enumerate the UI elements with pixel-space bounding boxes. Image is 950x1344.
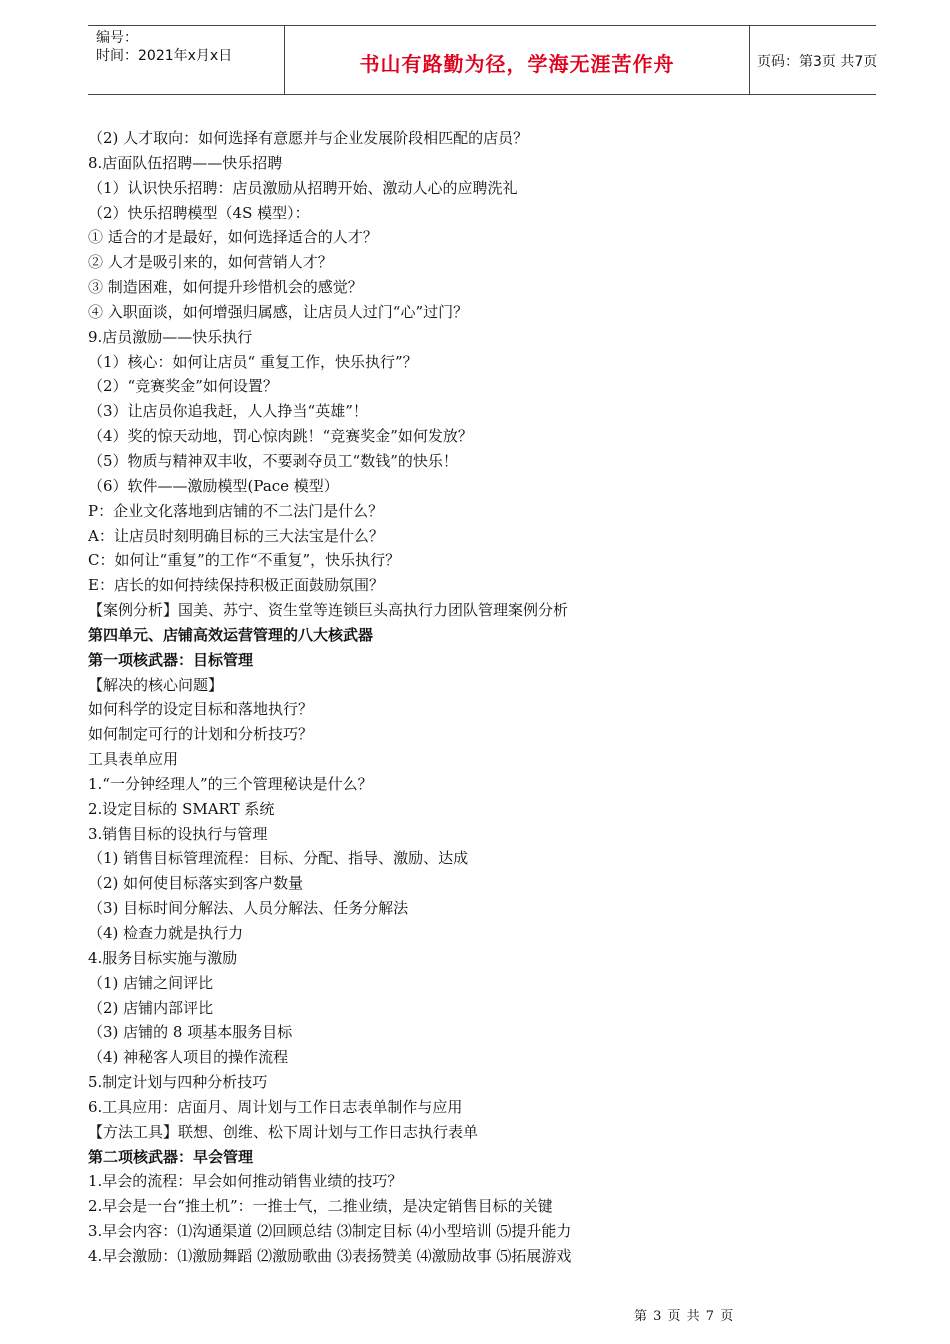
- text-line: 9.店员激励——快乐执行: [88, 327, 253, 346]
- text-line: （2) 人才取向：如何选择有意愿并与企业发展阶段相匹配的店员？: [88, 129, 529, 147]
- header-motto-cell: [284, 26, 750, 94]
- header-right-cell: [749, 26, 876, 94]
- text-line: （1) 销售目标管理流程：目标、分配、指导、激励、达成: [88, 849, 469, 868]
- section-heading: 第二项核武器：早会管理: [88, 1147, 254, 1166]
- text-line: （1）认识快乐招聘：店员激励从招聘开始、激动人心的应聘洗礼: [88, 178, 518, 197]
- text-line: 【方法工具】联想、创维、松下周计划与工作日志执行表单: [88, 1122, 479, 1141]
- text-line: （3）让店员你追我赶，人人挣当“英雄”！: [88, 402, 368, 421]
- page-header: [88, 25, 876, 95]
- page-info: 页码：第3页 共7页: [757, 54, 878, 70]
- text-line: 工具表单应用: [88, 750, 179, 769]
- page-footer: 第 3 页 共 7 页: [634, 1309, 735, 1324]
- text-line: C：如何让“重复”的工作“不重复”，快乐执行？: [88, 551, 401, 570]
- text-line: （3) 目标时间分解法、人员分解法、任务分解法: [88, 899, 409, 918]
- text-line: ④ 入职面谈，如何增强归属感，让店员人过门“心”过门？: [88, 302, 469, 321]
- text-line: （5）物质与精神双丰收，不要剥夺员工“数钱”的快乐！: [88, 451, 458, 470]
- text-line: 5.制定计划与四种分析技巧: [88, 1073, 268, 1092]
- text-line: （1）核心：如何让店员“ 重复工作，快乐执行”？: [88, 352, 418, 371]
- text-line: （2) 如何使目标落实到客户数量: [88, 874, 304, 893]
- text-line: 8.店面队伍招聘——快乐招聘: [88, 153, 283, 172]
- text-line: （4) 神秘客人项目的操作流程: [88, 1048, 289, 1067]
- text-line: （4) 检查力就是执行力: [88, 924, 244, 942]
- motto: 书山有路勤为径，学海无涯苦作舟: [359, 52, 675, 76]
- text-line: ① 适合的才是最好，如何选择适合的人才？: [88, 228, 378, 247]
- time-label: 时间：2021年x月x日: [96, 48, 233, 64]
- text-line: 3.早会内容：⑴沟通渠道 ⑵回顾总结 ⑶制定目标 ⑷小型培训 ⑸提升能力: [88, 1222, 572, 1241]
- document-body: [88, 126, 888, 1269]
- text-line: 1.“一分钟经理人”的三个管理秘诀是什么？: [88, 774, 373, 793]
- text-line: （6）软件——激励模型(Pace 模型）: [88, 476, 339, 495]
- text-line: ③ 制造困难，如何提升珍惜机会的感觉？: [88, 278, 363, 297]
- text-line: 4.服务目标实施与激励: [88, 948, 238, 967]
- number-label: 编号：: [96, 30, 138, 46]
- text-line: 【解决的核心问题】: [88, 675, 224, 694]
- text-line: 【案例分析】国美、苏宁、资生堂等连锁巨头高执行力团队管理案例分析: [88, 601, 569, 620]
- text-line: 如何科学的设定目标和落地执行？: [88, 700, 314, 719]
- text-line: P：企业文化落地到店铺的不二法门是什么？: [88, 501, 384, 520]
- text-line: A：让店员时刻明确目标的三大法宝是什么？: [88, 526, 384, 545]
- text-line: （4）奖的惊天动地，罚心惊肉跳！“竞赛奖金”如何发放？: [88, 427, 473, 446]
- text-line: （2) 店铺内部评比: [88, 998, 214, 1017]
- text-line: 1.早会的流程：早会如何推动销售业绩的技巧？: [88, 1172, 403, 1191]
- text-line: 6.工具应用：店面月、周计划与工作日志表单制作与应用: [88, 1097, 463, 1116]
- text-line: （2）快乐招聘模型（4S 模型）：: [88, 203, 310, 222]
- header-left-cell: [88, 26, 284, 94]
- text-line: 4.早会激励：⑴激励舞蹈 ⑵激励歌曲 ⑶表扬赞美 ⑷激励故事 ⑸拓展游戏: [88, 1246, 572, 1265]
- text-line: ② 人才是吸引来的，如何营销人才？: [88, 253, 333, 272]
- text-line: 如何制定可行的计划和分析技巧？: [88, 725, 314, 744]
- text-line: （3) 店铺的 8 项基本服务目标: [88, 1023, 293, 1042]
- text-line: （2）“竞赛奖金”如何设置？: [88, 377, 278, 396]
- text-line: 3.销售目标的设执行与管理: [88, 824, 268, 843]
- text-line: E：店长的如何持续保持积极正面鼓励氛围？: [88, 576, 384, 595]
- text-line: 2.设定目标的 SMART 系统: [88, 799, 275, 818]
- text-line: 2.早会是一台“推土机”：一推士气，二推业绩，是决定销售目标的关键: [88, 1197, 553, 1216]
- section-heading: 第一项核武器：目标管理: [88, 650, 254, 669]
- text-line: （1) 店铺之间评比: [88, 973, 214, 992]
- section-heading: 第四单元、店铺高效运营管理的八大核武器: [88, 625, 374, 644]
